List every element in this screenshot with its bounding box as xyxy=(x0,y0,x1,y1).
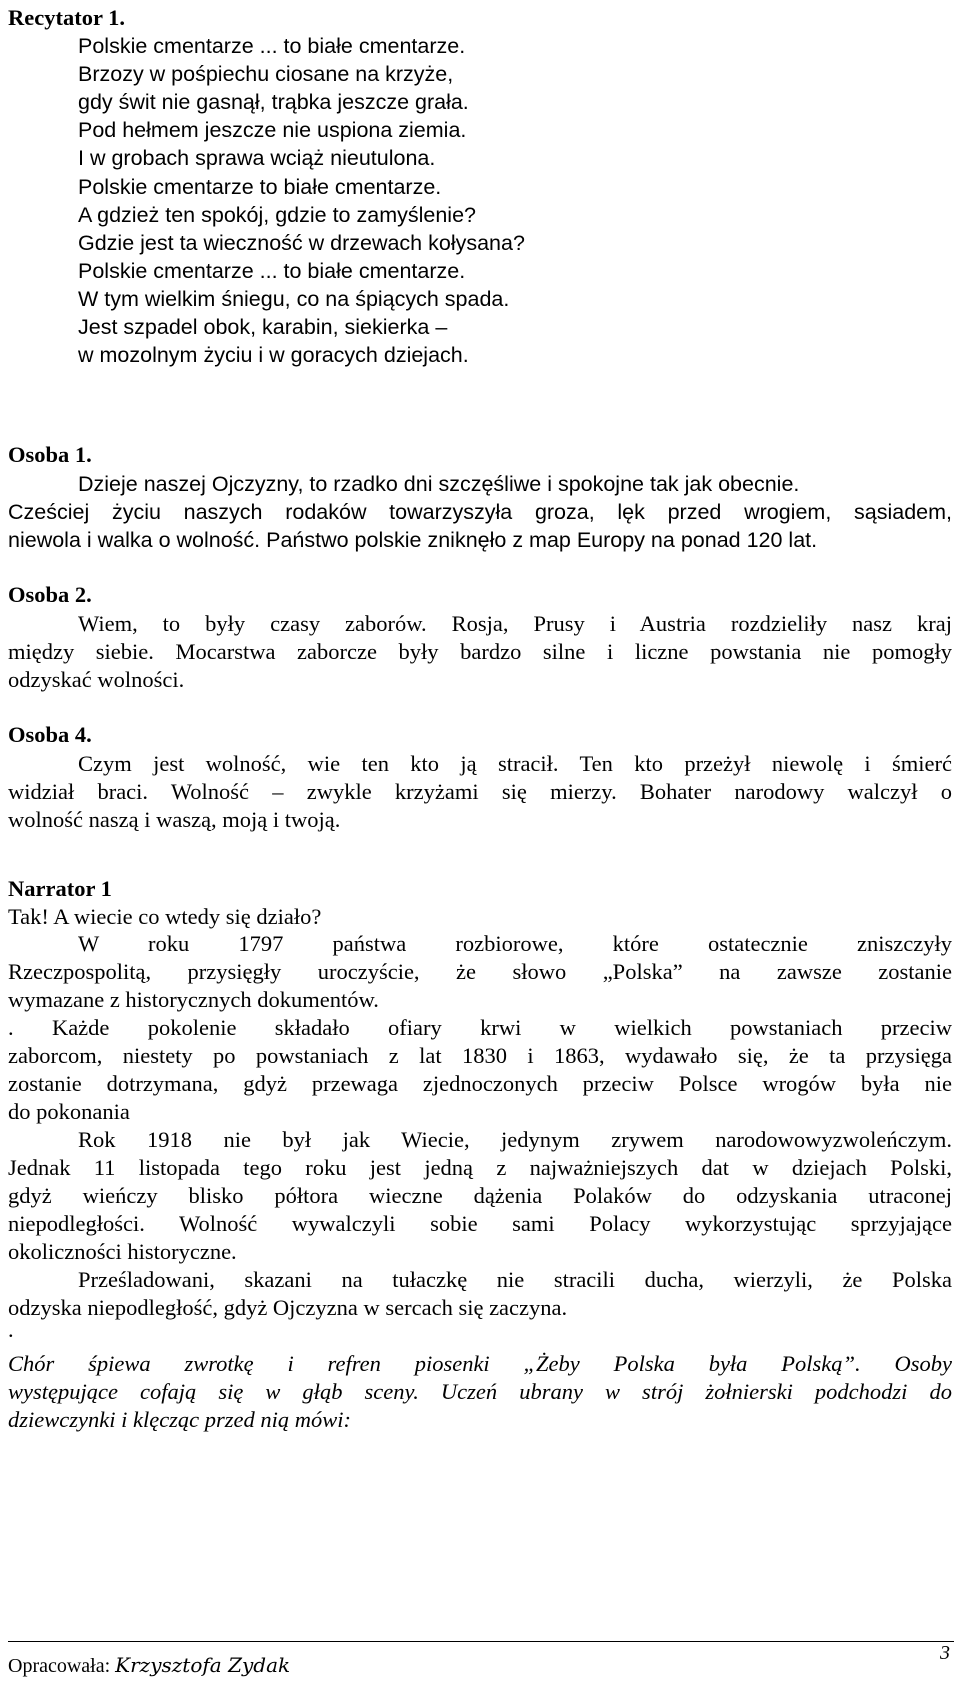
dialogue-line: Czym jest wolność, wie ten kto ją stracił. Ten kto przeżył niewolę i śmierć xyxy=(78,751,952,776)
dialogue-line: niewola i walka o wolność. Państwo polskie zniknęło z map Europy na ponad 120 lat. xyxy=(8,528,818,552)
dialogue-line: wolność naszą i waszą, moją i twoją. xyxy=(8,807,341,832)
speaker-narrator: Narrator 1 xyxy=(8,876,112,901)
narrator-line: niepodległości. Wolność wywalczyli sobie sami Polacy wykorzystując sprzyjające xyxy=(8,1211,952,1236)
poem-line: Brzozy w pośpiechu ciosane na krzyże, xyxy=(78,62,454,86)
speaker-recytator: Recytator 1. xyxy=(8,5,126,30)
narrator-line: odzyska niepodległość, gdyż Ojczyzna w sercach się zaczyna. xyxy=(8,1295,568,1320)
footer-author: Krzysztofa Zydak xyxy=(115,1653,291,1677)
poem-line: A gdzież ten spokój, gdzie to zamyślenie? xyxy=(78,203,476,227)
page-number: 3 xyxy=(940,1642,950,1664)
dialogue-line: Cześciej życiu naszych rodaków towarzyszyła groza, lęk przed wrogiem, sąsiadem, xyxy=(8,500,952,524)
dialogue-line: Wiem, to były czasy zaborów. Rosja, Prusy i Austria rozdzieliły nasz kraj xyxy=(78,611,952,636)
footer-divider xyxy=(8,1641,954,1642)
speaker-osoba-2: Osoba 2. xyxy=(8,582,92,607)
narrator-line: okoliczności historyczne. xyxy=(8,1239,237,1264)
poem-line: Polskie cmentarze to białe cmentarze. xyxy=(78,175,442,199)
footer-credit xyxy=(8,1652,290,1679)
narrator-line: Jednak 11 listopada tego roku jest jedną z najważniejszych dat w dziejach Polski, xyxy=(8,1155,952,1180)
narrator-line: Prześladowani, skazani na tułaczkę nie stracili ducha, wierzyli, że Polska xyxy=(78,1267,952,1292)
poem-line: W tym wielkim śniegu, co na śpiących spada. xyxy=(78,287,510,311)
speaker-osoba-1: Osoba 1. xyxy=(8,442,92,467)
footer-prefix: Opracowała: xyxy=(8,1655,116,1677)
narrator-line: Tak! A wiecie co wtedy się działo? xyxy=(8,904,322,929)
dialogue-line: widział braci. Wolność – zwykle krzyżami się mierzy. Bohater narodowy walczył o xyxy=(8,779,952,804)
poem-line: gdy świt nie gasnął, trąbka jeszcze grała. xyxy=(78,90,469,114)
narrator-line: zostanie dotrzymana, gdyż przewaga zjednoczonych przeciw Polsce wrogów była nie xyxy=(8,1071,952,1096)
poem-line: I w grobach sprawa wciąż nieutulona. xyxy=(78,146,436,170)
poem-line: Polskie cmentarze ... to białe cmentarze. xyxy=(78,259,466,283)
poem-line: Pod hełmem jeszcze nie uspiona ziemia. xyxy=(78,118,467,142)
narrator-line: . Każde pokolenie składało ofiary krwi w wielkich powstaniach przeciw xyxy=(8,1015,952,1040)
narrator-line: Rzeczpospolitą, przysięgły uroczyście, że słowo „Polska” na zawsze zostanie xyxy=(8,959,952,984)
narrator-line: do pokonania xyxy=(8,1099,130,1124)
poem-line: Gdzie jest ta wieczność w drzewach kołysana? xyxy=(78,231,525,255)
dialogue-line: odzyskać wolności. xyxy=(8,667,185,692)
narrator-line: gdyż wieńczy blisko półtora wieczne dążenia Polaków do odzyskania utraconej xyxy=(8,1183,952,1208)
stage-direction-line: występujące cofają się w głąb sceny. Uczeń ubrany w strój żołnierski podchodzi do xyxy=(8,1379,952,1404)
narrator-line: W roku 1797 państwa rozbiorowe, które ostatecznie zniszczyły xyxy=(78,931,952,956)
speaker-osoba-4: Osoba 4. xyxy=(8,722,92,747)
poem-line: w mozolnym życiu i w goracych dziejach. xyxy=(78,343,469,367)
dialogue-line: Dzieje naszej Ojczyzny, to rzadko dni szczęśliwe i spokojne tak jak obecnie. xyxy=(78,472,800,496)
narrator-line: Rok 1918 nie był jak Wiecie, jedynym zrywem narodowowyzwoleńczym. xyxy=(78,1127,952,1152)
stage-direction-line: Chór śpiewa zwrotkę i refren piosenki „Żeby Polska była Polską”. Osoby xyxy=(8,1351,952,1376)
narrator-line: wymazane z historycznych dokumentów. xyxy=(8,987,379,1012)
narrator-line: zaborcom, niestety po powstaniach z lat 1830 i 1863, wydawało się, że ta przysięga xyxy=(8,1043,952,1068)
narrator-line: . xyxy=(8,1317,14,1342)
stage-direction-line: dziewczynki i klęcząc przed nią mówi: xyxy=(8,1407,352,1432)
dialogue-line: między siebie. Mocarstwa zaborcze były bardzo silne i liczne powstania nie pomogły xyxy=(8,639,952,664)
poem-line: Polskie cmentarze ... to białe cmentarze. xyxy=(78,34,466,58)
poem-line: Jest szpadel obok, karabin, siekierka – xyxy=(78,315,448,339)
